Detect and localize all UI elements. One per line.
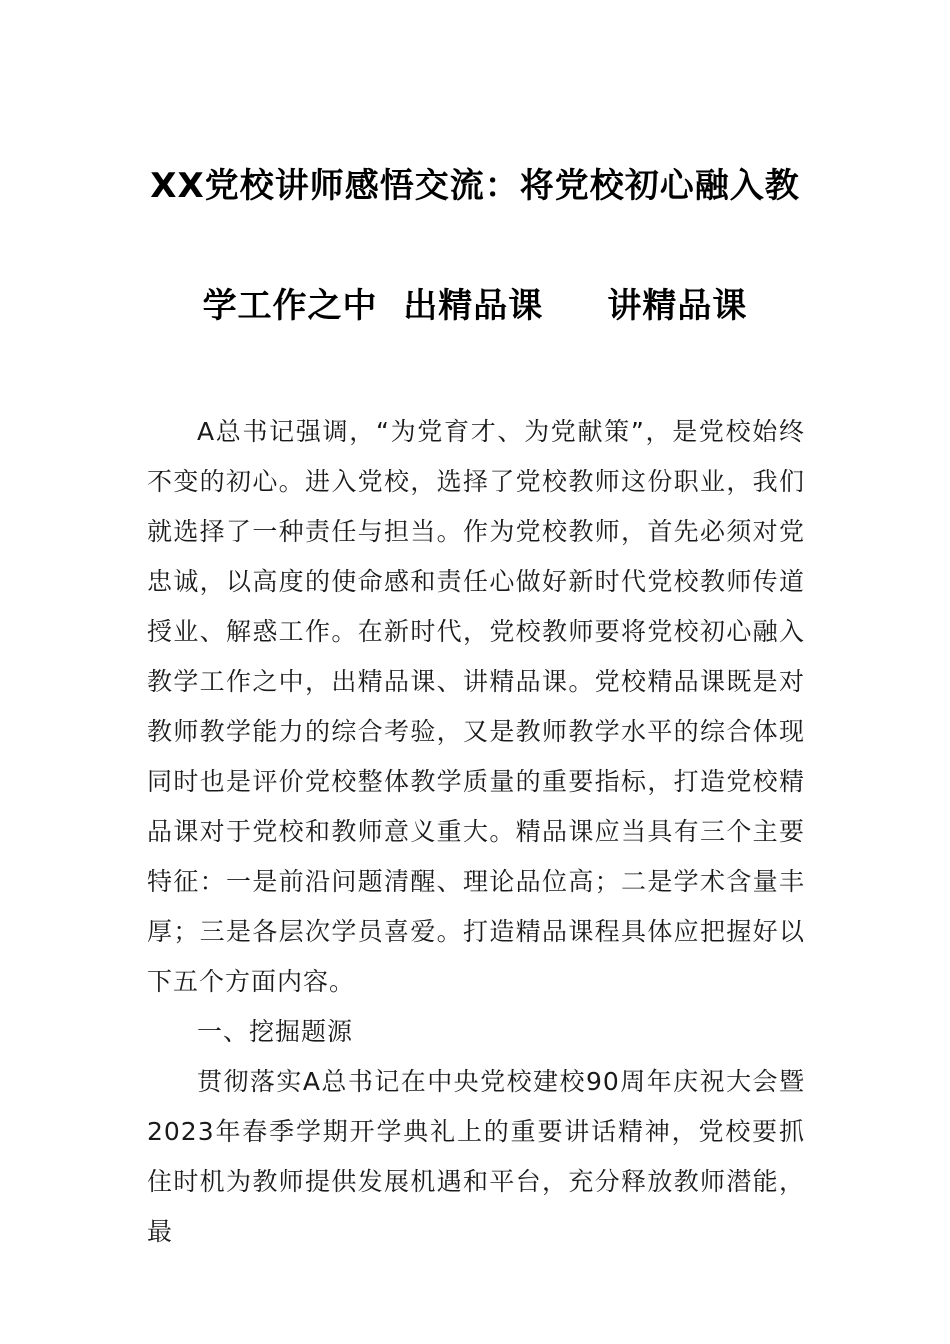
body-paragraph: 贯彻落实A总书记在中央党校建校90周年庆祝大会暨2023年春季学期开学典礼上的重要讲话精神，党校要抓住时机为教师提供发展机遇和平台，充分释放教师潜能，最 [147, 1067, 805, 1246]
section-heading-container [147, 1007, 805, 1057]
body-paragraph-1-container [147, 407, 805, 1007]
document-title-line-1: XX党校讲师感悟交流：将党校初心融入教 [150, 166, 800, 206]
document-title-line-2: 学工作之中 出精品课 讲精品课 [202, 286, 748, 326]
body-paragraph: A总书记强调，“为党育才、为党献策”，是党校始终不变的初心。进入党校，选择了党校教师这份职业，我们就选择了一种责任与担当。作为党校教师，首先必须对党忠诚，以高度的使命感和责任心做好新时代党校教师传道授业、解惑工作。在新时代，党校教师要将党校初心融入教学工作之中，出精品课、讲精品课。党校精品课既是对教师教学能力的综合考验，又是教师教学水平的综合体现同时也是评价党校整体教学质量的重要指标，打造党校精品课对于党校和教师意义重大。精品课应当具有三个主要特征：一是前沿问题清醒、理论品位高；二是学术含量丰厚；三是各层次学员喜爱。打造精品课程具体应把握好以下五个方面内容。 [147, 417, 805, 996]
section-heading: 一、挖掘题源 [197, 1017, 354, 1046]
body-paragraph-2-container [147, 1057, 805, 1257]
